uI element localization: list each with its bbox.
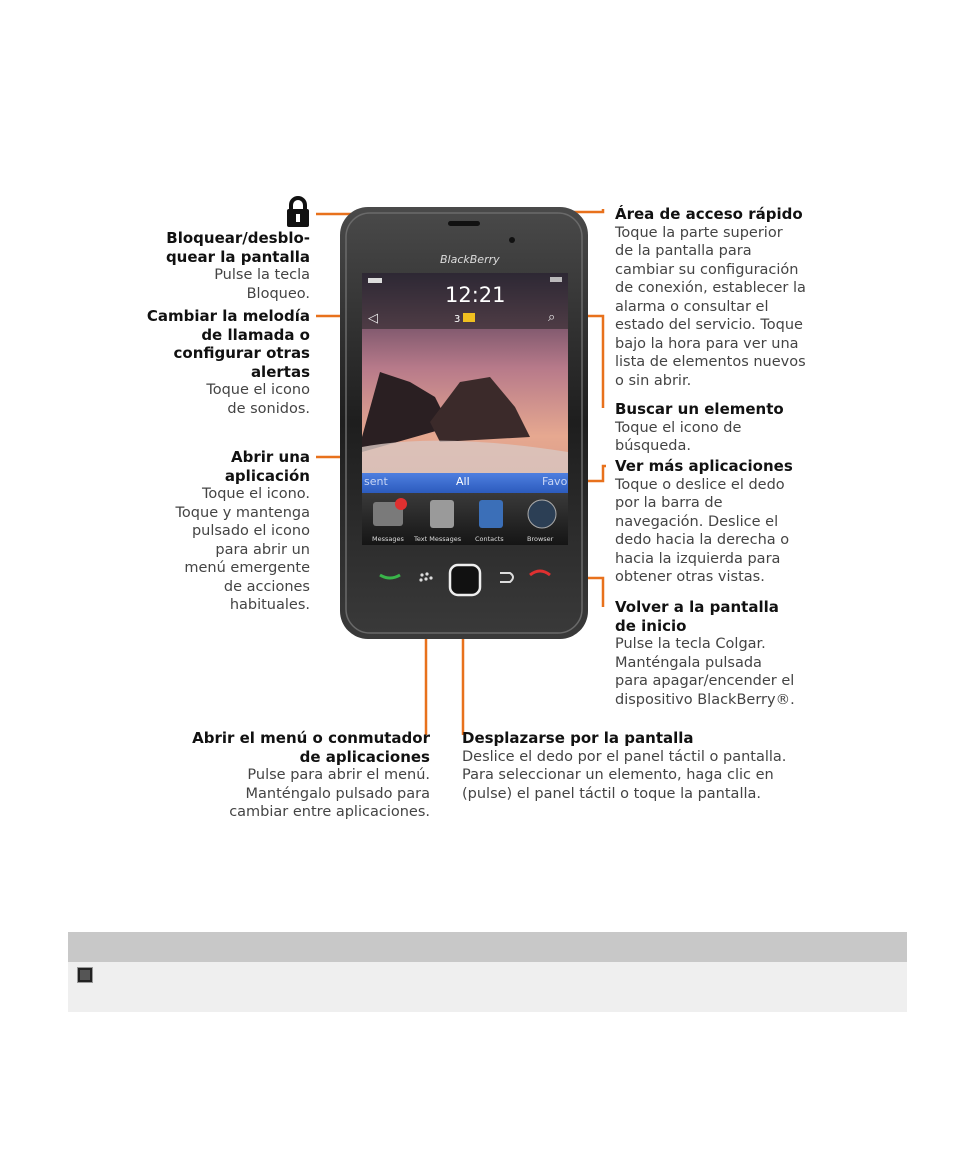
callout-menu-desc: Pulse para abrir el menú. Manténgalo pulsado para cambiar entre aplicaciones. (229, 767, 430, 820)
app-label-messages: Messages (372, 535, 404, 543)
callout-lock-title: Bloquear/desblo- quear la pantalla (165, 229, 310, 266)
callout-scroll (462, 729, 822, 803)
callout-scroll-title: Desplazarse por la pantalla (462, 729, 694, 747)
callout-search-title: Buscar un elemento (615, 400, 784, 418)
note-header-bar (68, 932, 907, 962)
callout-home-desc: Pulse la tecla Colgar. Manténgala pulsada para apagar/encender el dispositivo BlackBerry®. (615, 636, 795, 708)
app-label-browser: Browser (527, 535, 554, 543)
callout-quick-access-title: Área de acceso rápido (615, 205, 803, 223)
callout-menu (170, 729, 430, 822)
signal-icon (550, 277, 562, 282)
callout-quick-access (615, 205, 855, 390)
contacts-app-icon (479, 500, 503, 528)
callout-quick-access-desc: Toque la parte superior de la pantalla para cambiar su configuración de conexión, establecer la alarma o consultar el estado del servicio. Toque bajo la hora para ver una lista de elementos nuevos o sin abrir. (615, 224, 806, 389)
nav-tab-favorites[interactable]: Favo (542, 475, 568, 488)
callout-search (615, 400, 855, 456)
phone-clock: 12:21 (445, 283, 506, 307)
app-label-text-messages: Text Messages (414, 535, 462, 543)
note-body (68, 962, 907, 1012)
callout-more-apps-title: Ver más aplicaciones (615, 457, 793, 475)
nav-tab-all[interactable]: All (456, 475, 470, 488)
battery-icon (368, 278, 382, 283)
blackberry-phone-illustration (340, 207, 588, 639)
callout-open-app-title: Abrir una aplicación (224, 448, 310, 485)
callout-ringtone-title: Cambiar la melodía de llamada o configurar otras alertas (146, 307, 310, 381)
sound-icon: ◁ (368, 311, 378, 326)
callout-lock (110, 229, 310, 303)
search-icon: ⌕ (548, 310, 556, 325)
callout-open-app (110, 448, 310, 615)
unread-badge (395, 498, 407, 510)
lock-icon (286, 196, 310, 228)
phone-brand: BlackBerry (440, 253, 500, 266)
callout-home-title: Volver a la pantalla de inicio (615, 598, 779, 635)
callout-ringtone-desc: Toque el icono de sonidos. (206, 382, 310, 417)
text-messages-app-icon (430, 500, 454, 528)
callout-menu-title: Abrir el menú o conmutador de aplicaciones (192, 729, 430, 766)
callout-search-desc: Toque el icono de búsqueda. (615, 419, 742, 454)
note-icon (78, 968, 92, 982)
earpiece (448, 221, 480, 226)
mail-notification-icon (463, 313, 475, 322)
trackpad (450, 565, 480, 595)
callout-scroll-desc: Deslice el dedo por el panel táctil o pantalla. Para seleccionar un elemento, haga clic en (pulse) el panel táctil o toque la pantalla. (462, 748, 787, 802)
callout-lock-desc: Pulse la tecla Bloqueo. (214, 267, 310, 302)
unread-count: 3 (454, 314, 461, 325)
app-label-contacts: Contacts (475, 535, 504, 543)
callout-more-apps (615, 457, 855, 587)
callout-ringtone (110, 307, 310, 418)
callout-open-app-desc: Toque el icono. Toque y mantenga pulsado el icono para abrir un menú emergente de acciones habituales. (175, 486, 310, 613)
callout-more-apps-desc: Toque o deslice el dedo por la barra de navegación. Deslice el dedo hacia la derecha o hacia la izquierda para obtener otras vistas. (615, 476, 790, 585)
browser-app-icon (528, 500, 556, 528)
callout-home (615, 598, 855, 709)
nav-tab-sent[interactable]: sent (364, 475, 388, 488)
